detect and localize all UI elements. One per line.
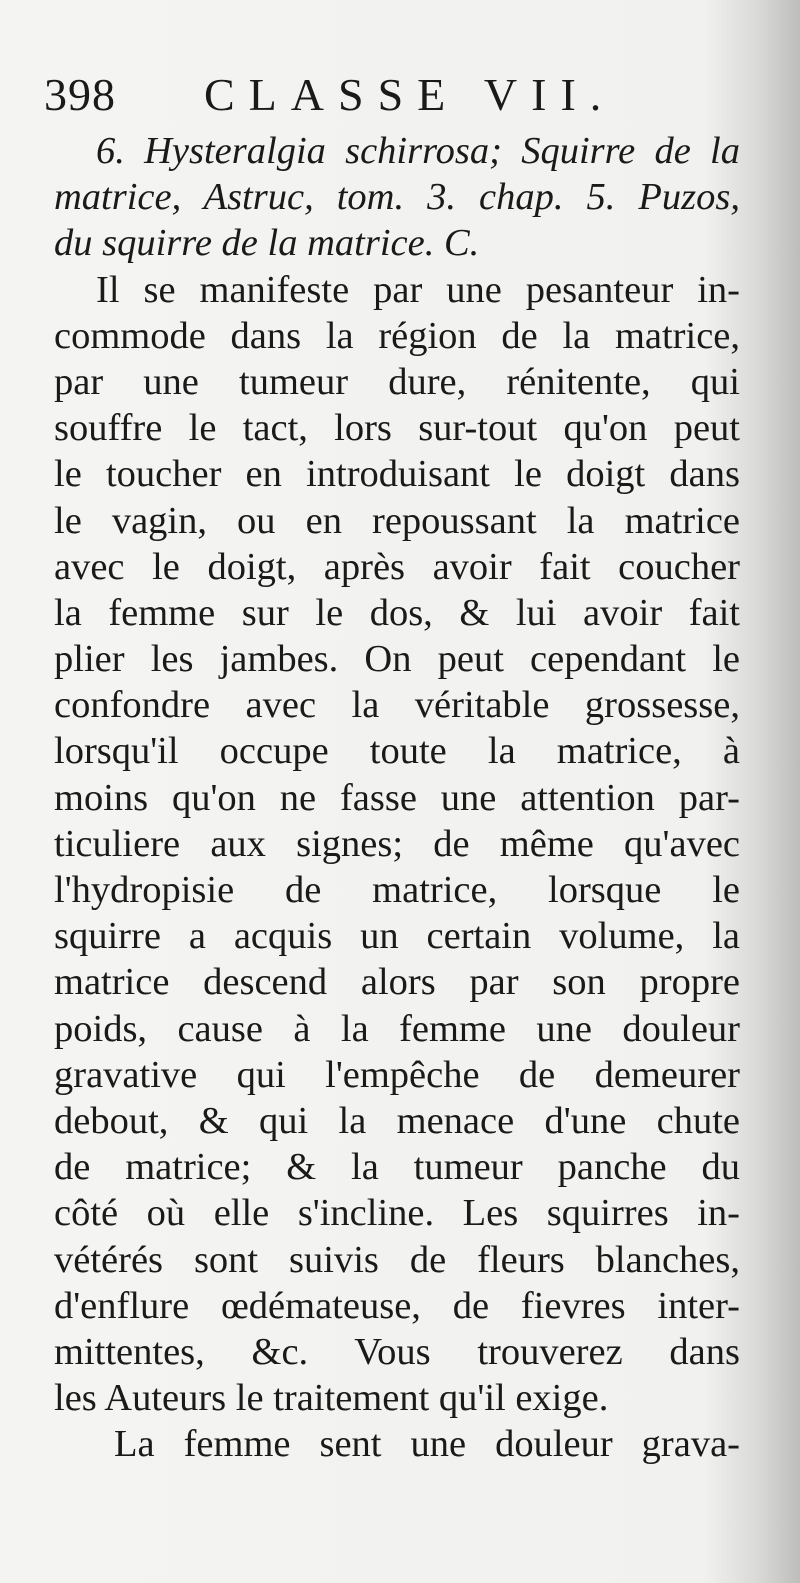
body-text [54,128,740,1467]
text-line: lorsqu'il occupe toute la matrice, à [54,730,740,773]
text-line: le toucher en introduisant le doigt dans [54,453,740,496]
text-line: la femme sur le dos, & lui avoir fait [54,591,740,634]
text-line: vétérés sont suivis de fleurs blanches, [54,1238,740,1281]
text-line: de matrice; & la tumeur panche du [54,1146,740,1189]
text-line: matrice descend alors par son propre [54,961,740,1004]
page-number: 398 [44,69,116,120]
text-line: le vagin, ou en repoussant la matrice [54,499,740,542]
text-line: Il se manifeste par une pesanteur in- [96,268,740,311]
text-line: du squirre de la matrice. C. [54,222,480,265]
text-line: les Auteurs le traitement qu'il exige. [54,1377,609,1420]
text-line: confondre avec la véritable grossesse, [54,684,740,727]
text-line: debout, & qui la menace d'une chute [54,1099,740,1142]
text-line: côté où elle s'incline. Les squirres in- [54,1192,740,1235]
text-line: ticuliere aux signes; de même qu'avec [54,822,740,865]
page-header [44,68,744,128]
text-line: plier les jambes. On peut cependant le [54,638,740,681]
text-line: squirre a acquis un certain volume, la [54,915,740,958]
text-line: moins qu'on ne fasse une attention par- [54,776,740,819]
text-line: mittentes, &c. Vous trouverez dans [54,1330,740,1373]
text-line: La femme sent une douleur grava- [114,1423,740,1466]
text-line: par une tumeur dure, rénitente, qui [54,360,740,403]
text-line: gravative qui l'empêche de demeurer [54,1053,740,1096]
running-head: CLASSE VII. [204,69,616,120]
text-line: 6. Hysteralgia schirrosa; Squirre de la [96,130,740,172]
text-line: souffre le tact, lors sur-tout qu'on peut [54,407,740,450]
text-line: l'hydropisie de matrice, lorsque le [54,869,740,911]
text-line: d'enflure œdémateuse, de fievres inter- [54,1284,740,1327]
text-line: commode dans la région de la matrice, [54,314,740,357]
text-line: avec le doigt, après avoir fait coucher [54,545,740,588]
text-line: matrice, Astruc, tom. 3. chap. 5. Puzos, [54,176,740,219]
text-line: poids, cause à la femme une douleur [54,1007,740,1050]
